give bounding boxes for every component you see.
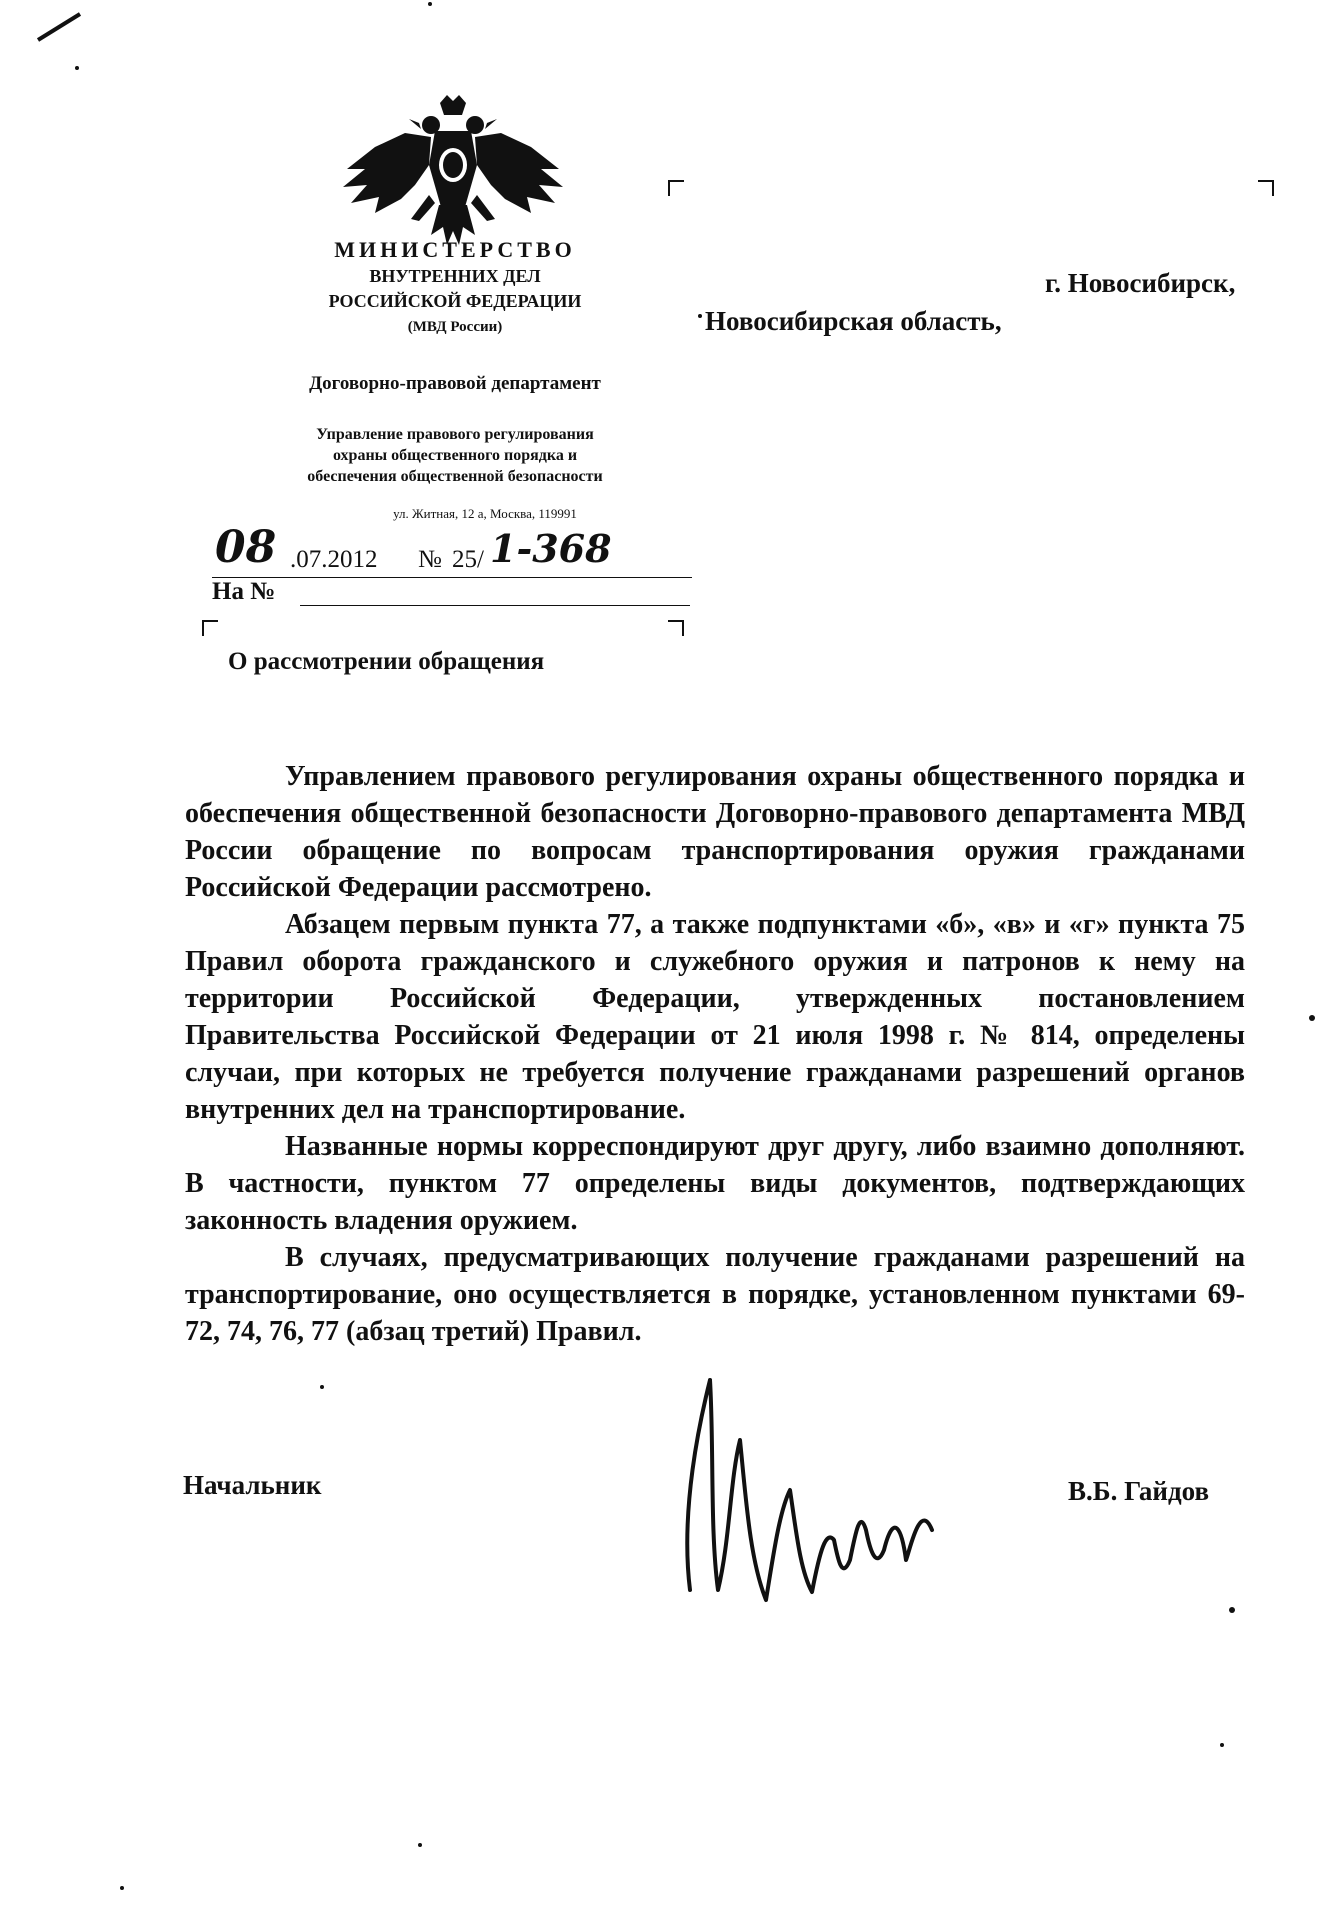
letter-subject: О рассмотрении обращения (228, 648, 545, 675)
recipient-region: Новосибирская область, (705, 306, 1002, 336)
ministry-short: (МВД России) (407, 319, 503, 335)
ministry-line3: РОССИЙСКОЙ ФЕДЕРАЦИИ (328, 291, 582, 311)
recipient-bracket-right (1258, 180, 1274, 196)
date-number-underline (212, 577, 692, 578)
body-paragraph-3: Названные нормы корреспондируют друг другу, либо взаимно дополняют. В частности, пунктом 77 определены виды документов, подтверждающих законность владения оружием. (185, 1131, 1245, 1236)
subject-bracket-right (668, 620, 684, 636)
signatory-position: Начальник (183, 1470, 322, 1500)
administration-line1: Управление правового регулирования (316, 426, 594, 443)
administration-line2: охраны общественного порядка и (332, 447, 578, 464)
date-rest: .07.2012 (290, 546, 378, 573)
reply-underline (300, 605, 690, 606)
body-paragraph-2: Абзацем первым пункта 77, а также подпунктами «б», «в» и «г» пункта 75 Правил оборота гражданского и служебного оружия и патронов к нему на территории Российской Федерации, утвержденных постановлением Правительства Российской Федерации от 21 июля 1998 г. № 814, определены случаи, при которых не требуется получение гражданами разрешений органов внутренних дел на транспортирование. (185, 909, 1245, 1125)
administration-line3: обеспечения общественной безопасности (307, 468, 603, 485)
handwritten-signature (670, 1360, 950, 1620)
department-name: Договорно-правовой департамент (309, 373, 601, 394)
ministry-line1: МИНИСТЕРСТВО (334, 237, 576, 262)
ministry-address: ул. Житная, 12 а, Москва, 119991 (393, 506, 577, 521)
number-handwritten: 1-368 (490, 526, 612, 571)
body-paragraph-1: Управлением правового регулирования охраны общественного порядка и обеспечения общественной безопасности Договорно-правового департамента МВД России обращение по вопросам транспортирования оружия гражданами Российской Федерации рассмотрено. (185, 761, 1245, 903)
recipient-city: г. Новосибирск, (1045, 268, 1236, 298)
eagle-emblem-icon (335, 95, 570, 260)
reply-label: На № (212, 578, 276, 605)
ministry-line2: ВНУТРЕННИХ ДЕЛ (369, 266, 541, 286)
body-paragraph-4: В случаях, предусматривающих получение гражданами разрешений на транспортирование, оно осуществляется в порядке, установленном пунктами 69-72, 74, 76, 77 (абзац третий) Правил. (185, 1242, 1245, 1347)
subject-bracket-left (202, 620, 218, 636)
date-day-handwritten: 08 (215, 522, 277, 573)
number-label: № (418, 546, 442, 573)
signatory-name: В.Б. Гайдов (1068, 1476, 1210, 1506)
number-printed: 25/ (452, 546, 484, 573)
letter-body (185, 758, 1245, 1350)
recipient-bracket-left (668, 180, 684, 196)
